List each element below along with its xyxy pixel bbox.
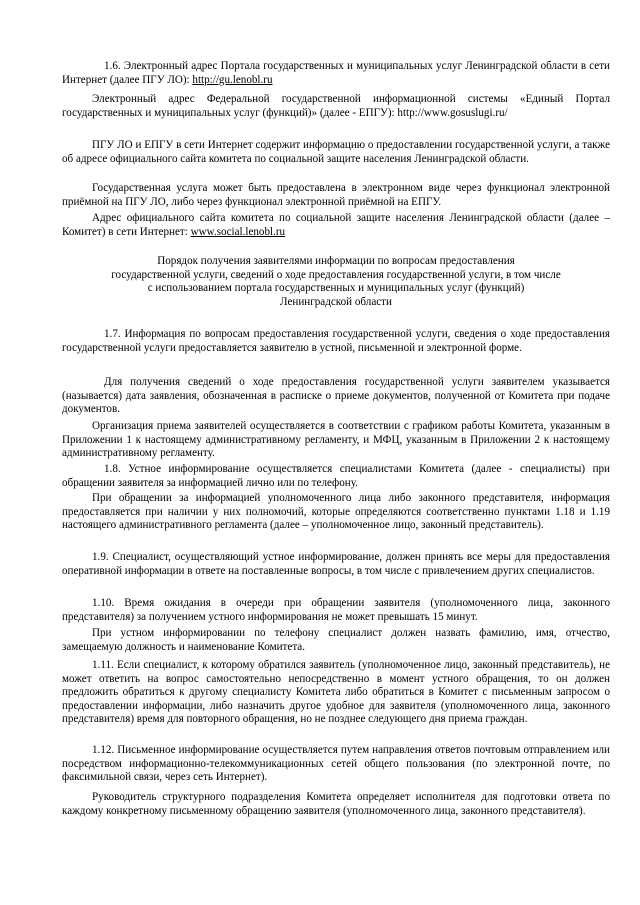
paragraph-department-head <box>62 791 610 818</box>
paragraph-1-10-text: 1.10. Время ожидания в очереди при обращении заявителя (уполномоченного лица, законного представителя) за получением устного информирования не может превышать 15 минут. <box>62 597 610 623</box>
pgu-lo-link[interactable]: http://gu.lenobl.ru <box>192 73 273 86</box>
paragraph-electronic-text: Государственная услуга может быть предоставлена в электронном виде через функционал электронной приёмной на ПГУ ЛО, либо через функционал электронной приёмной на ЕПГУ. <box>62 182 610 208</box>
heading-line-4: Ленинградской области <box>280 295 392 308</box>
paragraph-1-9-text: 1.9. Специалист, осуществляющий устное информирование, должен принять все меры для предоставления оперативной информации в ответе на поставленные вопросы, в том числе с привлечением других специалистов. <box>62 551 610 577</box>
paragraph-pgu-epgu-text: ПГУ ЛО и ЕПГУ в сети Интернет содержит информацию о предоставлении государственной услуги, а также об адресе официального сайта комитета по социальной защите населения Ленинградской области. <box>62 139 610 165</box>
heading-line-1: Порядок получения заявителями информации по вопросам предоставления <box>157 255 515 267</box>
paragraph-reception-text: Организация приема заявителей осуществляется в соответствии с графиком работы Комитета, указанным в Приложении 1 к настоящему административному регламенту, и МФЦ, указанным в Приложении 2 к настоящему административному регламенту. <box>62 420 610 460</box>
paragraph-1-12 <box>62 744 610 785</box>
paragraph-electronic-service <box>62 182 610 209</box>
paragraph-phone-text: При устном информировании по телефону специалист должен назвать фамилию, имя, отчество, замещаемую должность и наименование Комитета. <box>62 627 610 653</box>
paragraph-info-date-text: Для получения сведений о ходе предоставления государственной услуги заявителем указывается (называется) дата заявления, обозначенная в расписке о приеме документов, полученной от Комитета при подаче документов. <box>62 376 610 416</box>
paragraph-1-6 <box>62 60 610 87</box>
paragraph-1-11 <box>62 659 610 727</box>
paragraph-1-7 <box>62 328 610 355</box>
official-site-link[interactable]: www.social.lenobl.ru <box>190 225 286 238</box>
paragraph-1-10 <box>62 597 610 624</box>
paragraph-epgu-text: Электронный адрес Федеральной государственной информационной системы «Единый Портал государственных и муниципальных услуг (функций)» (далее - ЕПГУ): http://www.gosuslugi.ru/ <box>62 93 610 119</box>
paragraph-info-date <box>62 376 610 417</box>
paragraph-1-6-text: 1.6. Электронный адрес Портала государственных и муниципальных услуг Ленинградской области в сети Интернет (далее ПГУ ЛО): <box>62 60 610 86</box>
paragraph-representative <box>62 492 610 533</box>
section-heading <box>62 255 610 309</box>
paragraph-pgu-epgu-info <box>62 139 610 166</box>
paragraph-reception-schedule <box>62 420 610 461</box>
paragraph-official-site <box>62 212 610 239</box>
paragraph-1-9 <box>62 551 610 578</box>
paragraph-1-8 <box>62 463 610 490</box>
paragraph-site-text: Адрес официального сайта комитета по социальной защите населения Ленинградской области (далее – Комитет) в сети Интернет: <box>62 212 610 238</box>
paragraph-representative-text: При обращении за информацией уполномоченного лица либо законного представителя, информация предоставляется при наличии у них полномочий, которые определяются соответственно пунктами 1.18 и 1.19 настоящего административного регламента (далее – уполномоченное лицо, законный представитель). <box>62 492 610 532</box>
paragraph-1-11-text: 1.11. Если специалист, к которому обратился заявитель (уполномоченное лицо, законный представитель), не может ответить на вопрос самостоятельно непосредственно в момент устного обращения, то он должен предложить обратиться к другому специалисту Комитета либо обратиться в Комитет с письменным запросом о предоставлении информации, либо назначить другое удобное для заявителя (уполномоченного лица, законного представителя) время для повторного обращения, но не позднее следующего дня приема граждан. <box>62 659 610 726</box>
paragraph-1-7-text: 1.7. Информация по вопросам предоставления государственной услуги, сведения о ходе предоставления государственной услуги предоставляется заявителю в устной, письменной и электронной форме. <box>62 328 610 354</box>
paragraph-1-8-text: 1.8. Устное информирование осуществляется специалистами Комитета (далее - специалисты) при обращении заявителя за информацией лично или по телефону. <box>62 463 610 489</box>
paragraph-1-12-text: 1.12. Письменное информирование осуществляется путем направления ответов почтовым отправлением или посредством информационно-телекоммуникационных сетей общего пользования (по электронной почте, по факсимильной связи, через сеть Интернет). <box>62 744 610 784</box>
heading-line-2: государственной услуги, сведений о ходе предоставления государственной услуги, в том числе <box>111 268 561 281</box>
paragraph-epgu-address <box>62 93 610 120</box>
heading-line-3: с использованием портала государственных и муниципальных услуг (функций) <box>147 282 525 295</box>
paragraph-phone-info <box>62 627 610 654</box>
paragraph-department-head-text: Руководитель структурного подразделения Комитета определяет исполнителя для подготовки ответа по каждому конкретному письменному обращению заявителя (уполномоченного лица, законного представителя). <box>62 791 610 817</box>
